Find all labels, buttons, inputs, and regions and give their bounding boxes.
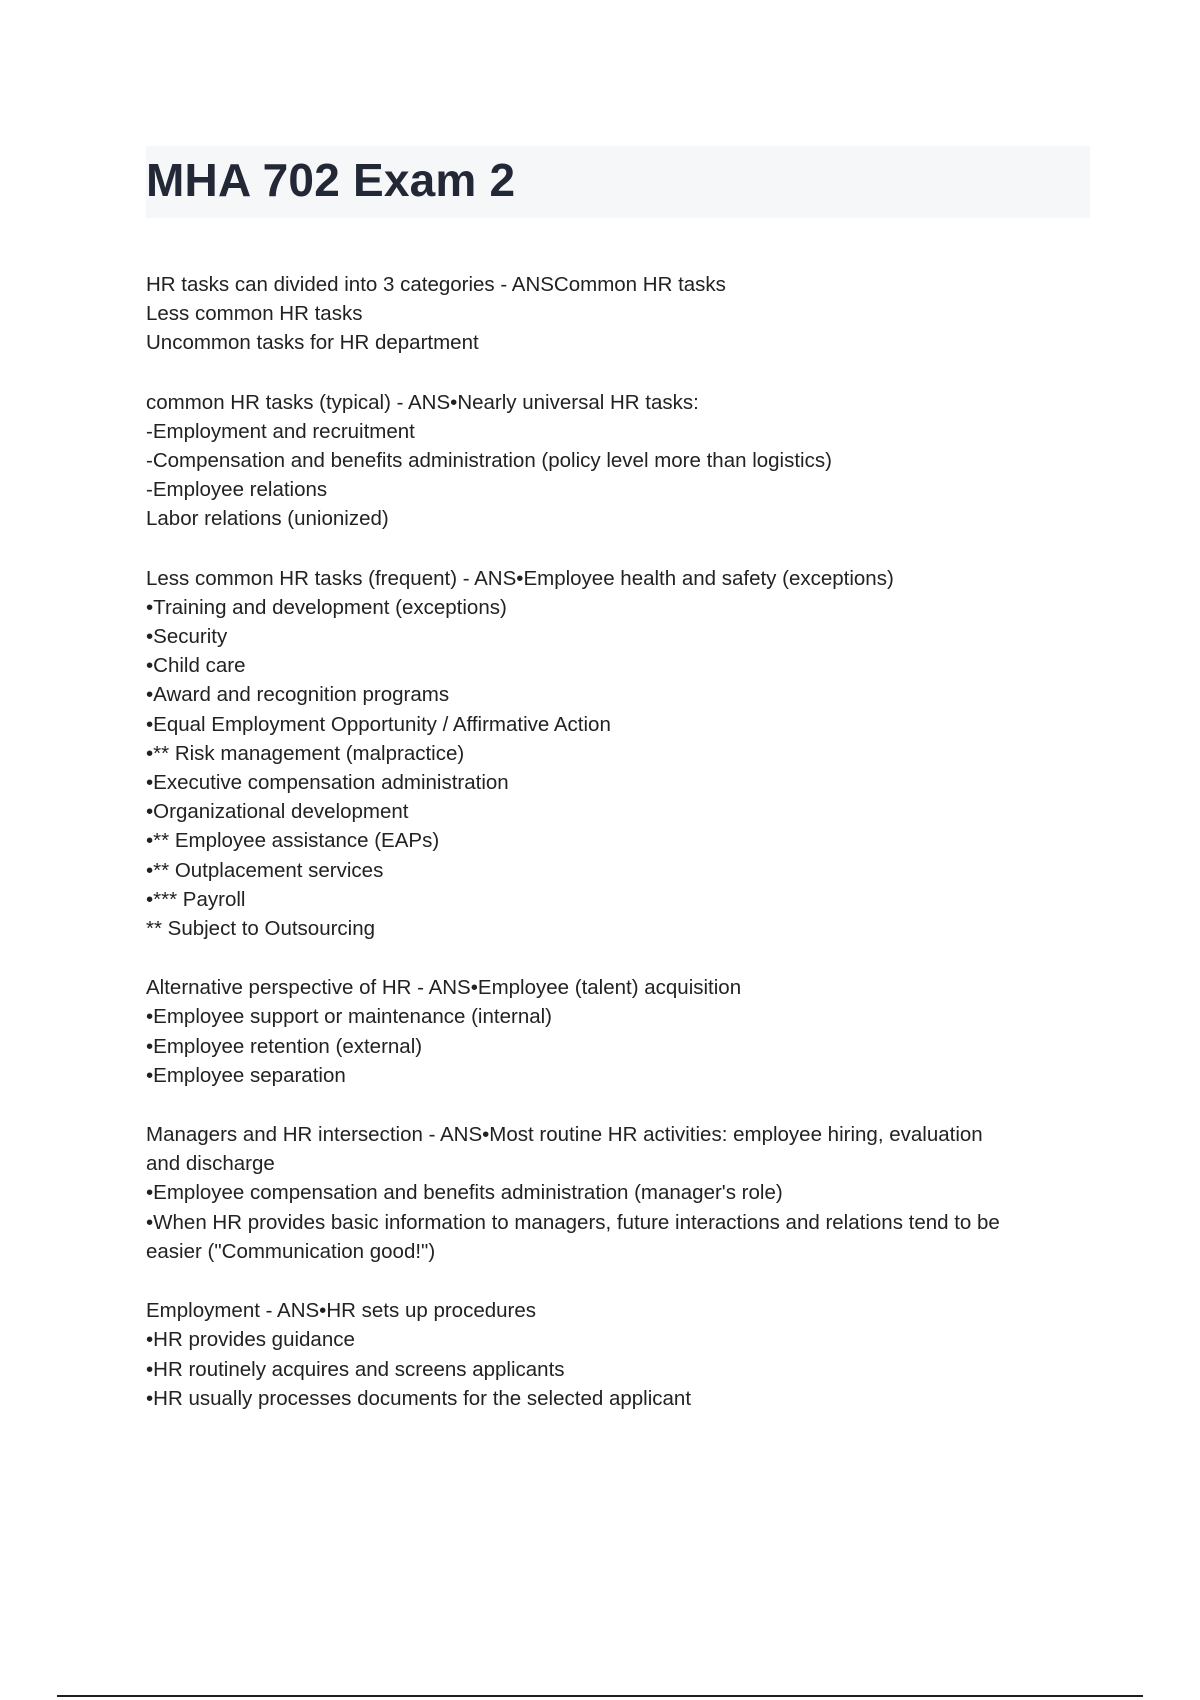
qa-answer-line: •Organizational development — [146, 800, 409, 824]
qa-answer-line: -Employee relations — [146, 478, 328, 502]
footer-divider — [57, 1695, 1143, 1697]
qa-answer-line: •HR routinely acquires and screens applicants — [146, 1357, 565, 1381]
qa-answer-line: Uncommon tasks for HR department — [146, 331, 479, 355]
qa-answer-line: •HR usually processes documents for the selected applicant — [146, 1386, 692, 1410]
qa-answer-line: •Training and development (exceptions) — [146, 595, 507, 619]
qa-answer-line: •Employee compensation and benefits administration (manager's role) — [146, 1181, 783, 1205]
qa-answer-line: •Equal Employment Opportunity / Affirmative Action — [146, 712, 611, 736]
qa-answer-line: •Executive compensation administration — [146, 771, 509, 795]
qa-answer-line: Labor relations (unionized) — [146, 507, 389, 531]
qa-question-line: common HR tasks (typical) - ANS•Nearly universal HR tasks: — [146, 390, 699, 414]
qa-block-common-hr-tasks — [146, 388, 1090, 534]
qa-answer-line: •HR provides guidance — [146, 1328, 355, 1352]
qa-question-line: Less common HR tasks (frequent) - ANS•Employee health and safety (exceptions) — [146, 566, 894, 590]
qa-block-hr-categories — [146, 270, 1090, 358]
qa-answer-line: •Child care — [146, 654, 246, 678]
qa-answer-line: -Compensation and benefits administration (policy level more than logistics) — [146, 449, 832, 473]
qa-answer-line: •*** Payroll — [146, 887, 246, 911]
qa-answer-line: •Employee retention (external) — [146, 1034, 423, 1058]
qa-question-line: Alternative perspective of HR - ANS•Employee (talent) acquisition — [146, 976, 742, 1000]
qa-footnote-line: ** Subject to Outsourcing — [146, 917, 376, 941]
qa-answer-line: •** Risk management (malpractice) — [146, 741, 465, 765]
qa-answer-line: Less common HR tasks — [146, 302, 363, 326]
qa-answer-line: •When HR provides basic information to managers, future interactions and relations tend to be — [146, 1210, 1000, 1234]
qa-answer-line: •Security — [146, 625, 228, 649]
qa-answer-line: •Employee separation — [146, 1063, 346, 1087]
qa-block-managers-hr-intersection — [146, 1120, 1090, 1266]
qa-answer-line: -Employment and recruitment — [146, 419, 415, 443]
qa-answer-line: •Award and recognition programs — [146, 683, 450, 707]
document-body — [146, 270, 1090, 1443]
title-band — [146, 146, 1090, 218]
qa-answer-line: •** Employee assistance (EAPs) — [146, 829, 440, 853]
qa-answer-line: •Employee support or maintenance (internal) — [146, 1005, 552, 1029]
qa-block-alternative-perspective — [146, 973, 1090, 1090]
qa-question-line: Managers and HR intersection - ANS•Most routine HR activities: employee hiring, evaluation — [146, 1123, 983, 1147]
qa-answer-line: and discharge — [146, 1152, 275, 1176]
qa-answer-line: easier ("Communication good!") — [146, 1239, 436, 1263]
qa-question-line: HR tasks can divided into 3 categories - ANSCommon HR tasks — [146, 273, 726, 296]
qa-answer-line: •** Outplacement services — [146, 858, 384, 882]
qa-block-less-common-hr-tasks — [146, 564, 1090, 944]
page-title: MHA 702 Exam 2 — [146, 154, 516, 206]
qa-question-line: Employment - ANS•HR sets up procedures — [146, 1299, 537, 1323]
qa-block-employment — [146, 1296, 1090, 1413]
